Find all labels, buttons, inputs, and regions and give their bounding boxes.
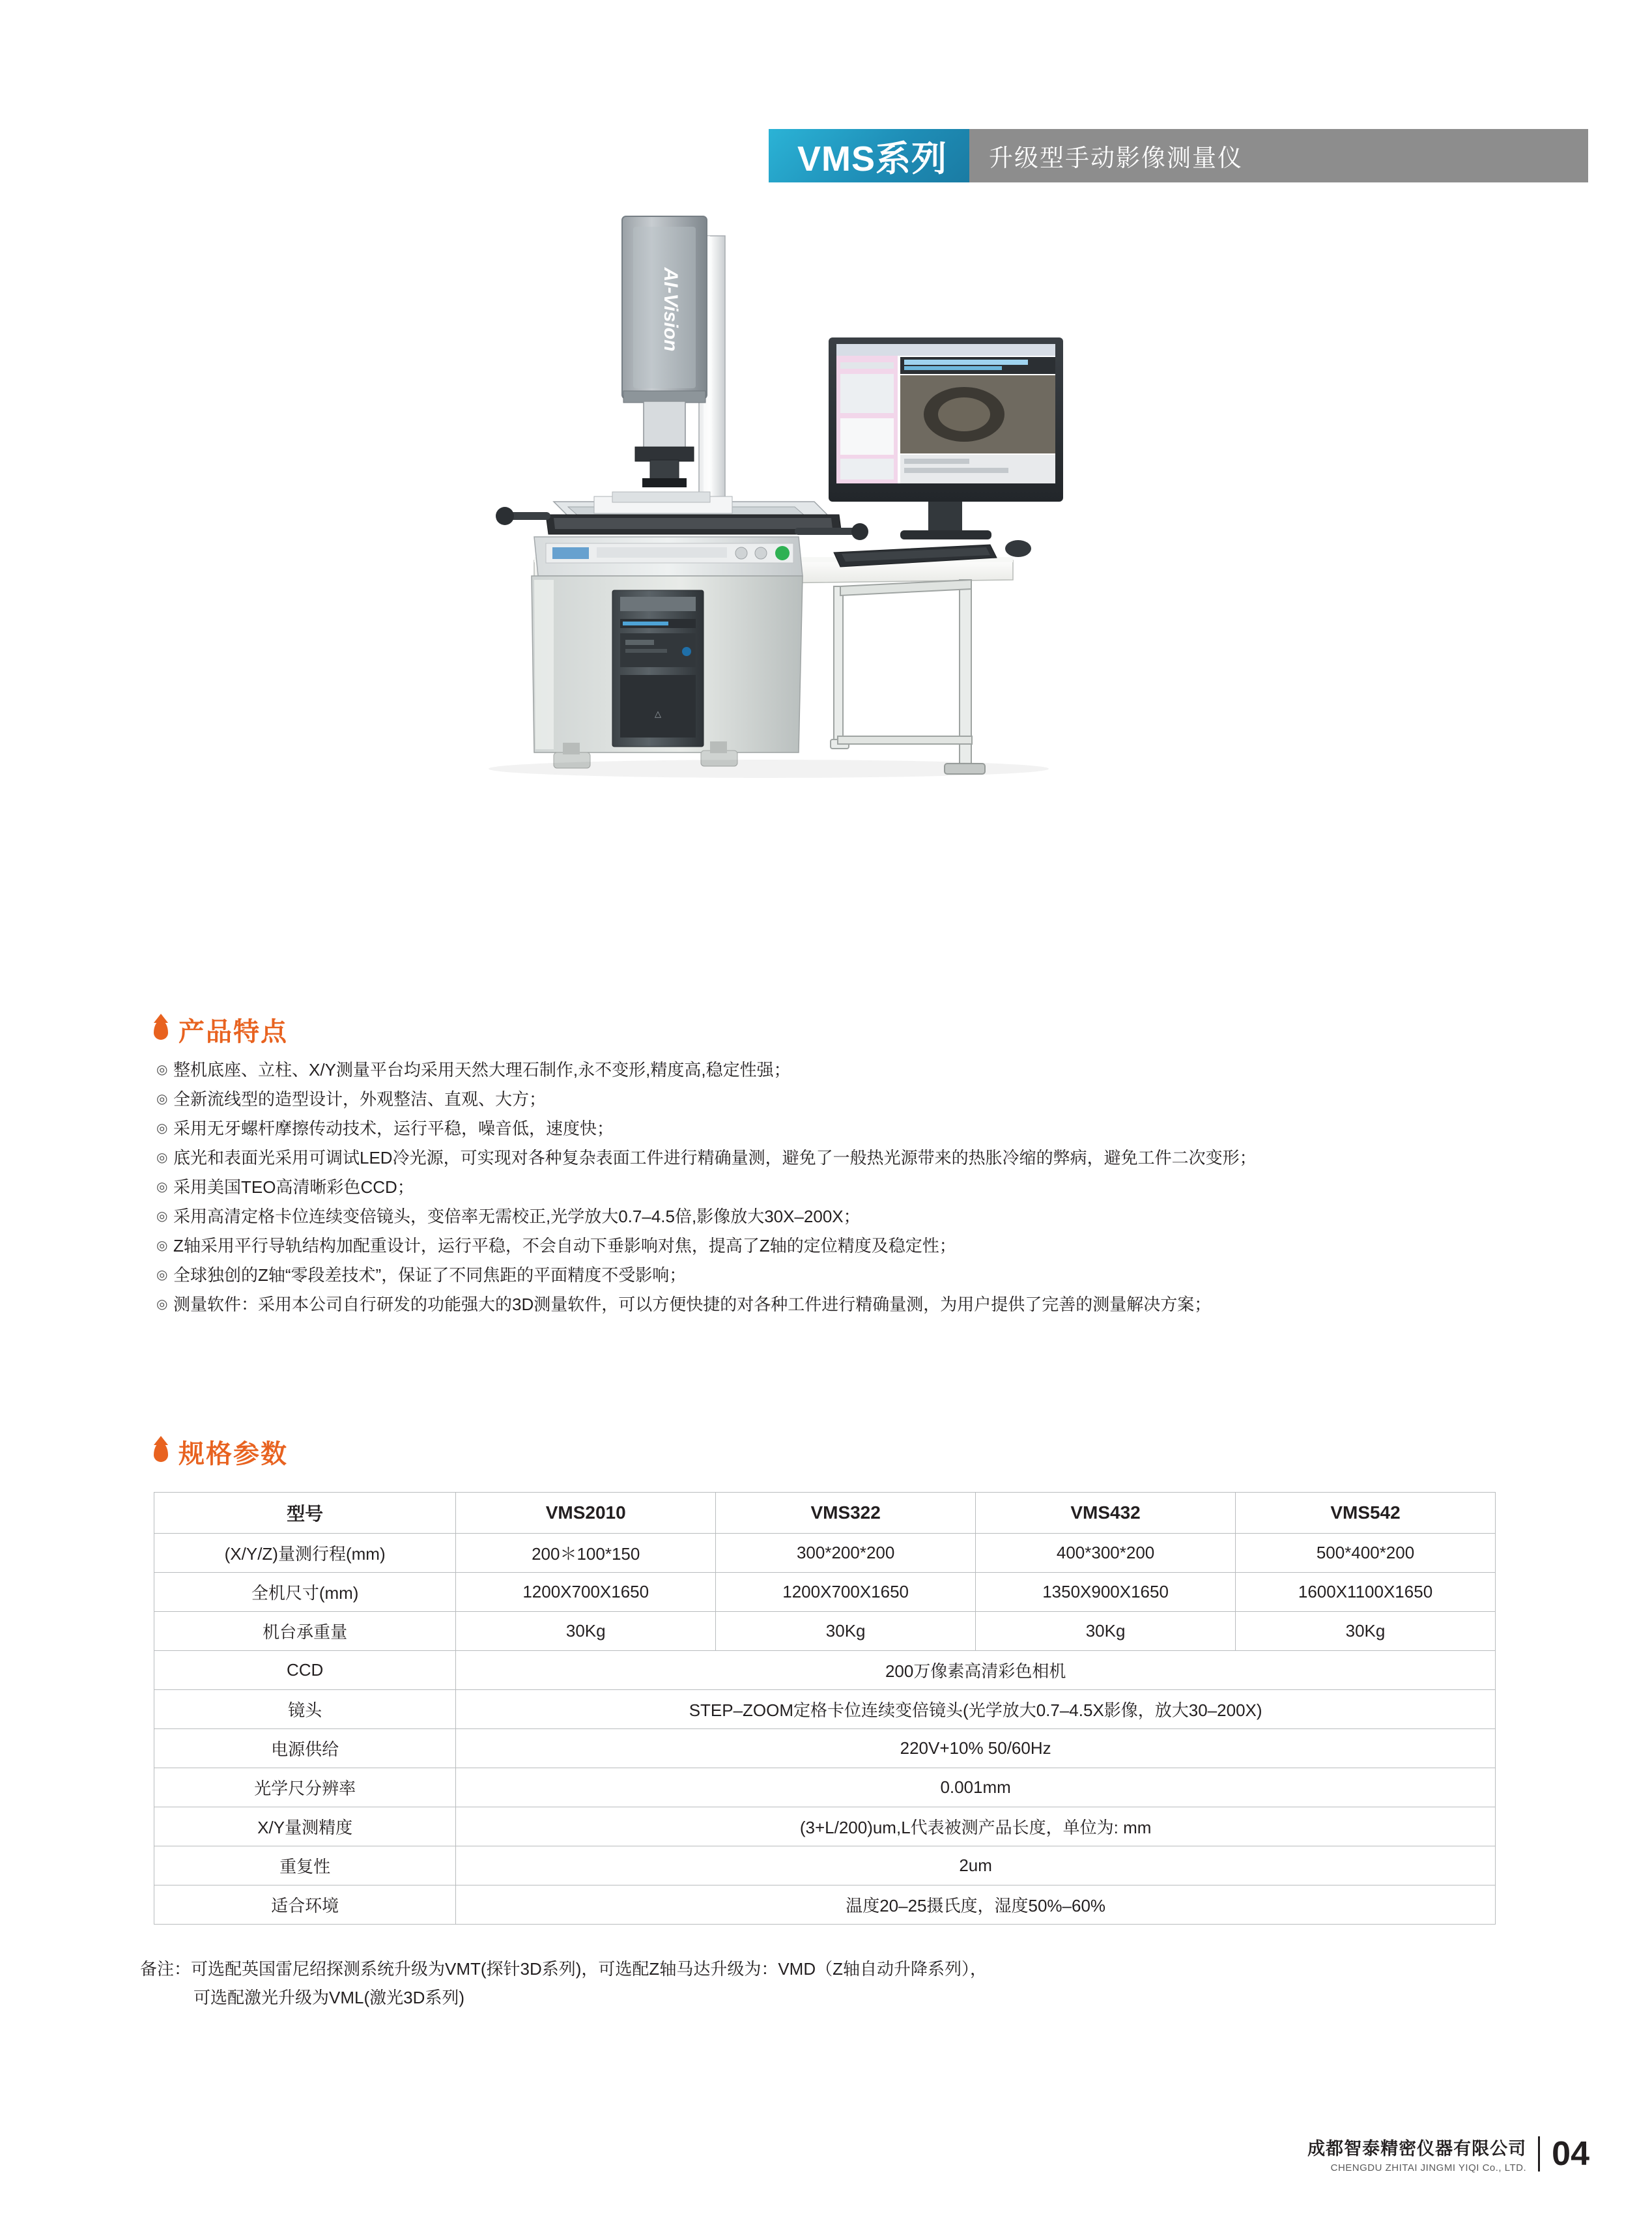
row-label: 镜头	[154, 1690, 456, 1729]
company-name-en: CHENGDU ZHITAI JINGMI YIQI Co., LTD.	[1330, 2162, 1527, 2173]
list-item-text: 全新流线型的造型设计，外观整洁、直观、大方；	[173, 1089, 547, 1109]
banner-series-block	[769, 129, 969, 182]
specs-note	[140, 1955, 1508, 2012]
company-name-cn: 成都智泰精密仪器有限公司	[1307, 2139, 1527, 2158]
droplet-icon	[154, 1020, 168, 1040]
bullet-icon: ◎	[156, 1092, 168, 1106]
list-item-text: 底光和表面光采用可调试LED冷光源，可实现对各种复杂表面工件进行精确量测，避免了一般热光源带来的热胀冷缩的弊病，避免工件二次变形；	[173, 1148, 1257, 1168]
row-value: STEP–ZOOM定格卡位连续变倍镜头(光学放大0.7–4.5X影像，放大30–200X)	[456, 1690, 1496, 1729]
page-number: 04	[1552, 2135, 1589, 2173]
row-value: 温度20–25摄氏度，湿度50%–60%	[456, 1885, 1496, 1925]
list-item-text: 采用高清定格卡位连续变倍镜头，变倍率无需校正,光学放大0.7–4.5倍,影像放大30X–200X；	[173, 1207, 861, 1226]
note-line-1: 备注：可选配英国雷尼绍探测系统升级为VMT(探针3D系列)，可选配Z轴马达升级为：VMD（Z轴自动升降系列），	[140, 1959, 987, 1979]
features-list	[156, 1059, 1576, 1323]
footer-company-block	[1307, 2134, 1526, 2173]
table-row	[154, 1729, 1496, 1768]
bullet-icon: ◎	[156, 1151, 168, 1165]
row-value: 200万像素高清彩色相机	[456, 1651, 1496, 1690]
row-value: 30Kg	[976, 1612, 1236, 1651]
row-value: 2um	[456, 1846, 1496, 1885]
banner-subtitle: 升级型手动影像测量仪	[989, 145, 1244, 171]
table-row	[154, 1651, 1496, 1690]
row-value: 30Kg	[1236, 1612, 1496, 1651]
specs-table-container	[154, 1492, 1496, 1925]
banner-series-label: VMS系列	[797, 139, 948, 179]
table-row	[154, 1807, 1496, 1846]
row-label: 重复性	[154, 1846, 456, 1885]
machine-base	[534, 537, 803, 576]
footer-divider	[1538, 2136, 1540, 2172]
row-label: CCD	[154, 1651, 456, 1690]
row-value: 1200X700X1650	[716, 1573, 976, 1612]
list-item	[156, 1176, 1576, 1198]
features-section-heading	[154, 1011, 288, 1048]
xy-stage	[496, 492, 868, 540]
bullet-icon: ◎	[156, 1239, 168, 1253]
list-item-text: 采用美国TEO高清晰彩色CCD；	[173, 1177, 414, 1197]
list-item	[156, 1117, 1576, 1140]
list-item	[156, 1264, 1576, 1286]
table-row	[154, 1690, 1496, 1729]
note-line-2: 可选配激光升级为VML(激光3D系列)	[193, 1988, 465, 2007]
specs-table	[154, 1492, 1496, 1925]
row-label: 适合环境	[154, 1885, 456, 1925]
bullet-icon: ◎	[156, 1121, 168, 1136]
bullet-icon: ◎	[156, 1268, 168, 1282]
desk-legs	[831, 580, 985, 774]
machine-cabinet	[532, 576, 803, 768]
table-row	[154, 1885, 1496, 1925]
specs-section-heading	[154, 1433, 288, 1470]
table-header-cell: VMS542	[1236, 1493, 1496, 1534]
table-header-cell: 型号	[154, 1493, 456, 1534]
banner-subtitle-block	[969, 129, 1588, 182]
page-footer	[1307, 2134, 1589, 2173]
table-row	[154, 1768, 1496, 1807]
list-item-text: 整机底座、立柱、X/Y测量平台均采用天然大理石制作,永不变形,精度高,稳定性强；	[173, 1060, 791, 1080]
computer-monitor	[829, 337, 1063, 539]
row-label: 光学尺分辨率	[154, 1768, 456, 1807]
camera-head	[622, 216, 707, 403]
row-label: 机台承重量	[154, 1612, 456, 1651]
product-photo	[339, 195, 1218, 997]
features-title: 产品特点	[178, 1018, 288, 1046]
table-header-cell: VMS322	[716, 1493, 976, 1534]
row-label: X/Y量测精度	[154, 1807, 456, 1846]
droplet-icon	[154, 1442, 168, 1462]
row-value: 1200X700X1650	[456, 1573, 716, 1612]
list-item	[156, 1088, 1576, 1110]
row-label: 全机尺寸(mm)	[154, 1573, 456, 1612]
row-value: (3+L/200)um,L代表被测产品长度，单位为: mm	[456, 1807, 1496, 1846]
row-value: 1350X900X1650	[976, 1573, 1236, 1612]
row-value: 400*300*200	[976, 1534, 1236, 1573]
list-item	[156, 1293, 1576, 1315]
lens-assembly	[635, 401, 694, 487]
list-item-text: Z轴采用平行导轨结构加配重设计，运行平稳，不会自动下垂影响对焦，提高了Z轴的定位精度及稳定性；	[173, 1236, 956, 1255]
specs-title: 规格参数	[178, 1440, 288, 1469]
table-header-cell: VMS2010	[456, 1493, 716, 1534]
list-item	[156, 1205, 1576, 1227]
list-item-text: 测量软件：采用本公司自行研发的功能强大的3D测量软件，可以方便快捷的对各种工件进行精确量测，为用户提供了完善的测量解决方案；	[173, 1295, 1212, 1314]
bullet-icon: ◎	[156, 1297, 168, 1312]
list-item-text: 全球独创的Z轴“零段差技术”，保证了不同焦距的平面精度不受影响；	[173, 1265, 687, 1285]
page-header-banner	[769, 129, 1588, 182]
row-value: 30Kg	[716, 1612, 976, 1651]
table-row	[154, 1534, 1496, 1573]
list-item	[156, 1059, 1576, 1081]
row-value: 500*400*200	[1236, 1534, 1496, 1573]
row-value: 30Kg	[456, 1612, 716, 1651]
bullet-icon: ◎	[156, 1180, 168, 1194]
list-item	[156, 1235, 1576, 1257]
row-value: 220V+10% 50/60Hz	[456, 1729, 1496, 1768]
row-label: (X/Y/Z)量测行程(mm)	[154, 1534, 456, 1573]
row-value: 0.001mm	[456, 1768, 1496, 1807]
table-row	[154, 1846, 1496, 1885]
row-value: 300*200*200	[716, 1534, 976, 1573]
bullet-icon: ◎	[156, 1209, 168, 1224]
brand-text: AI-Vision	[660, 267, 681, 352]
row-value: 1600X1100X1650	[1236, 1573, 1496, 1612]
list-item	[156, 1147, 1576, 1169]
svg-text:△: △	[655, 709, 661, 719]
table-row	[154, 1573, 1496, 1612]
row-value: 200＊100*150	[456, 1534, 716, 1573]
table-header-cell: VMS432	[976, 1493, 1236, 1534]
table-row	[154, 1612, 1496, 1651]
bullet-icon: ◎	[156, 1063, 168, 1077]
list-item-text: 采用无牙螺杆摩擦传动技术，运行平稳，噪音低，速度快；	[173, 1119, 614, 1138]
row-label: 电源供给	[154, 1729, 456, 1768]
table-header-row	[154, 1493, 1496, 1534]
